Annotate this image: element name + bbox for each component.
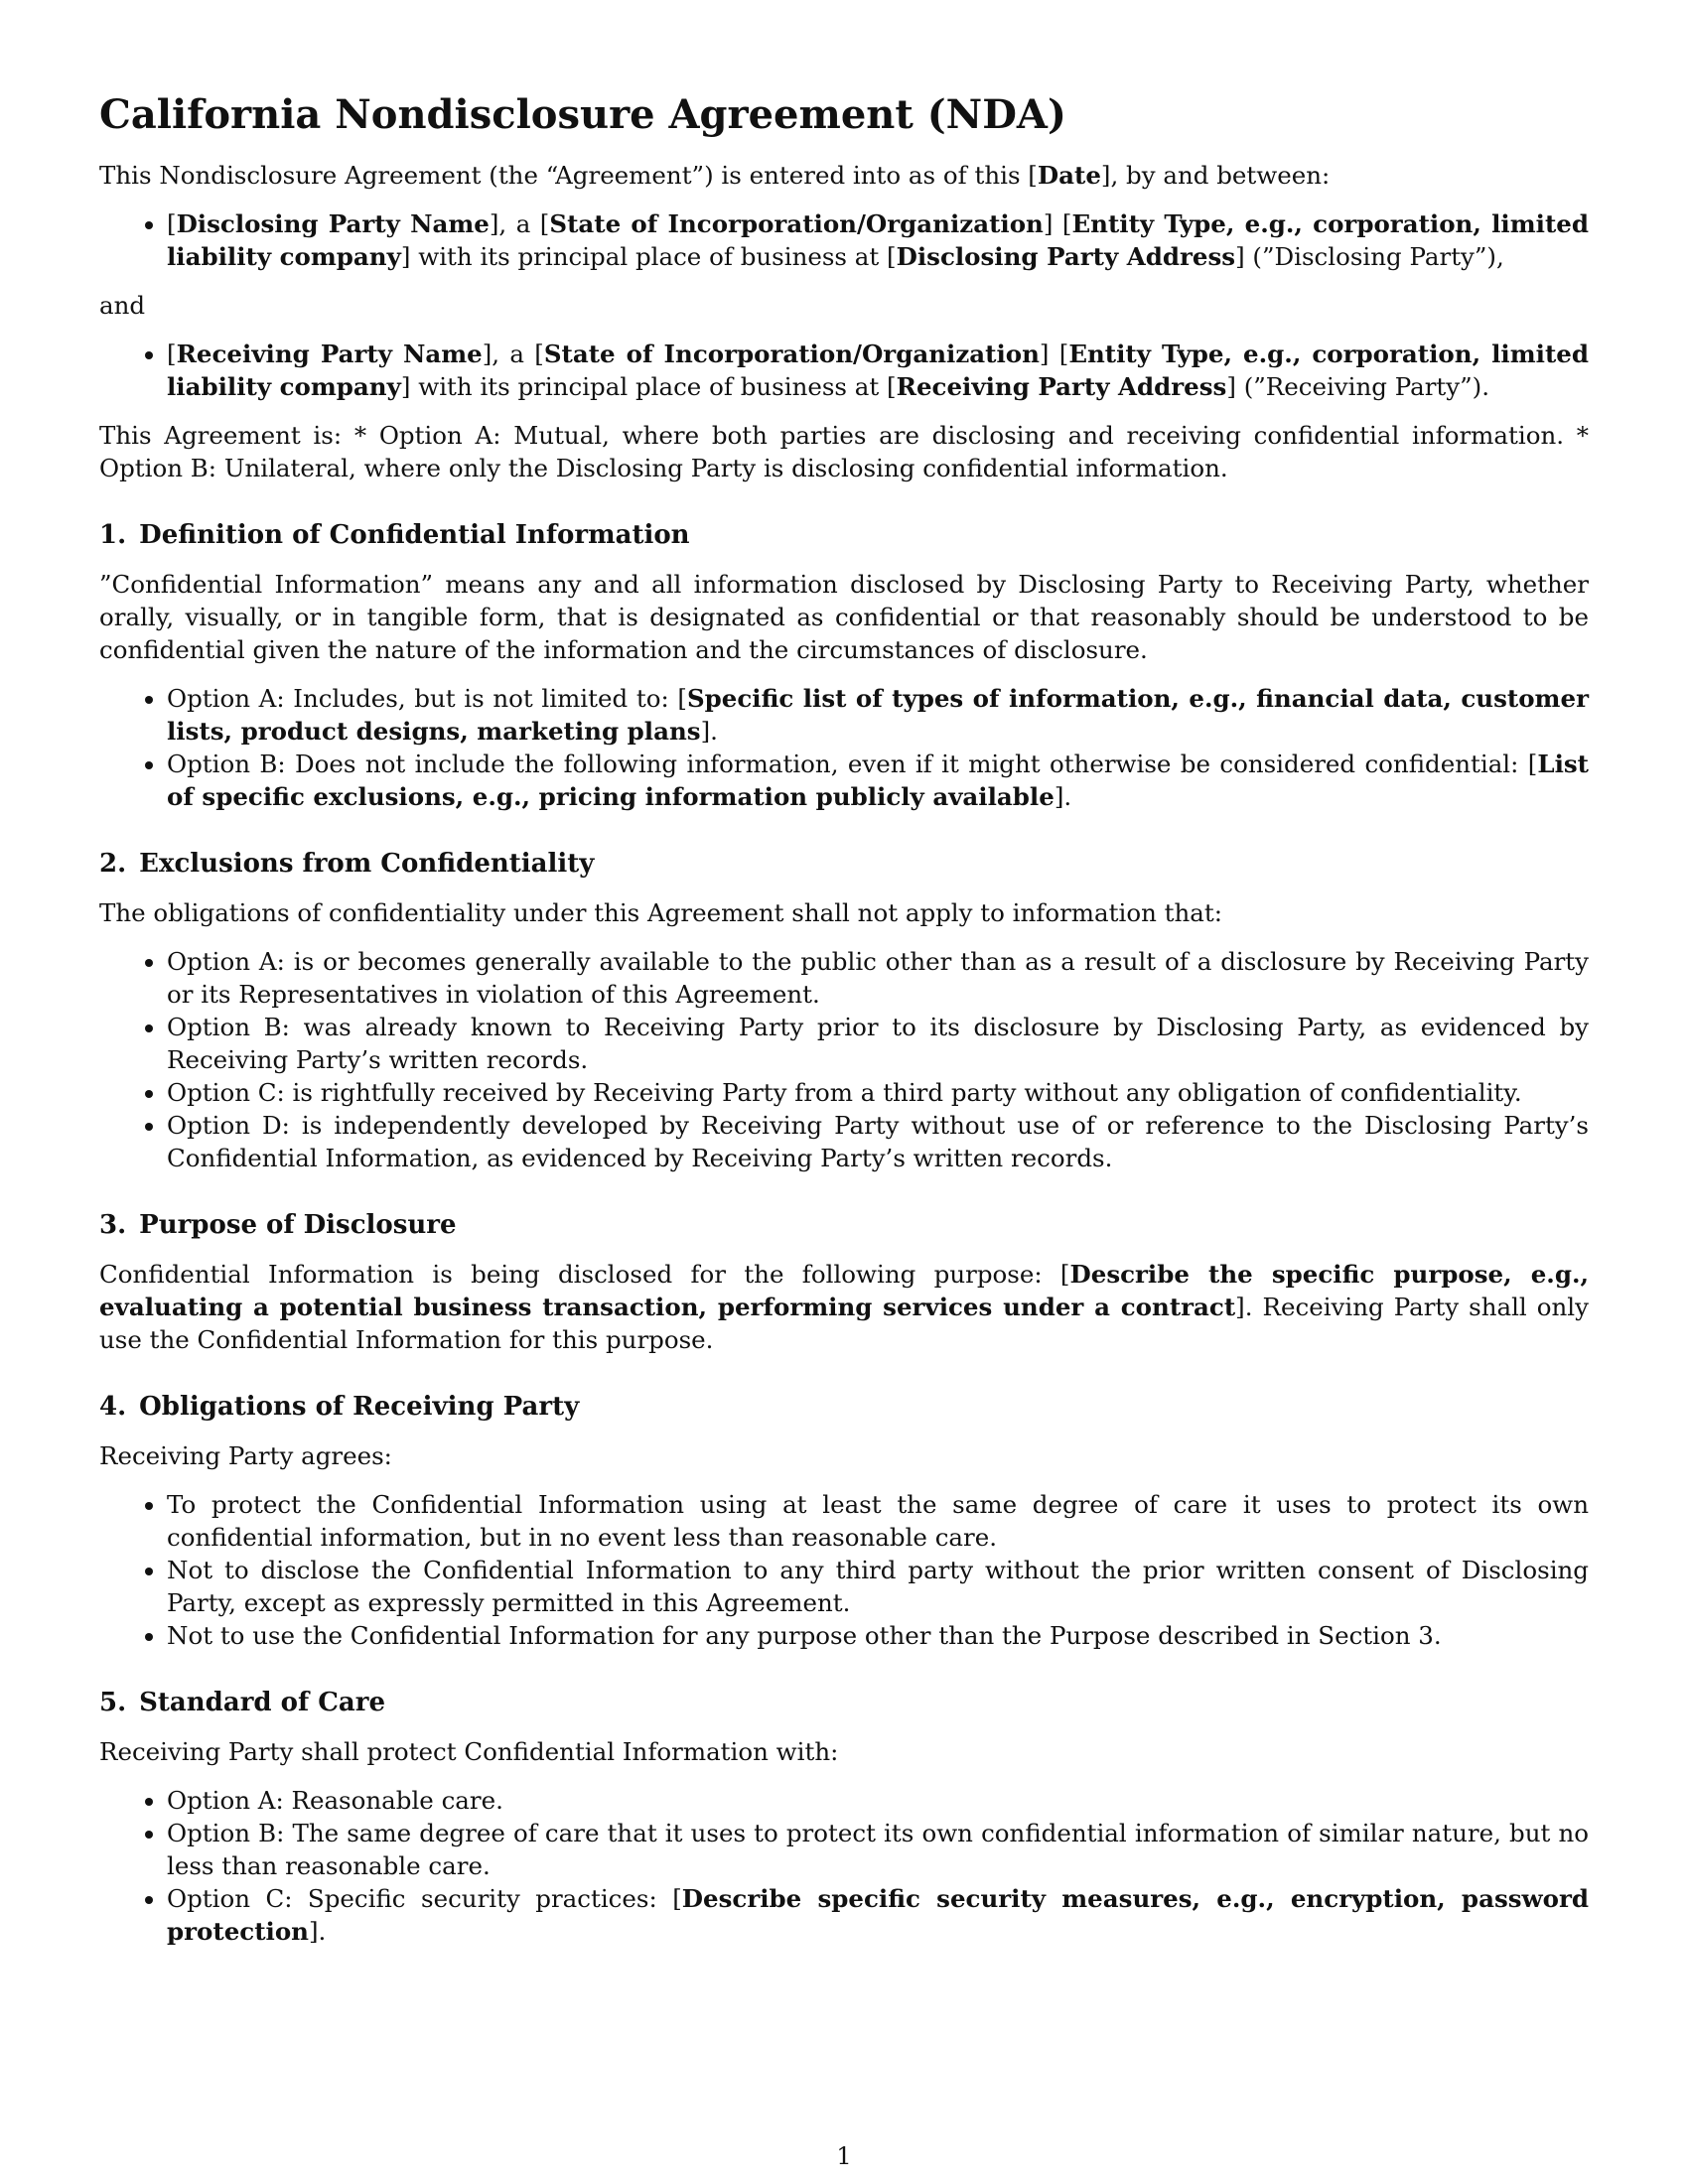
receiving-party-name: Receiving Party Name	[176, 340, 483, 368]
option-text: ].	[700, 717, 718, 746]
intro-suffix: ], by and between:	[1100, 161, 1331, 190]
document-page	[99, 91, 1589, 1964]
section-2-items	[99, 945, 1589, 1174]
section-1-option-a	[167, 682, 1589, 748]
receiving-party-item	[167, 338, 1589, 403]
connector-text: ] with its principal place of business at [	[400, 242, 897, 271]
connector-text: ] with its principal place of business at [	[400, 372, 897, 401]
section-1-body: ”Confidential Information” means any and all information disclosed by Disclosing Party to Receiving Party, whether orally, visually, or in tangible form, that is designated as confidential or that reasonably should be understood to be confidential given the nature of the information and the circumstances of disclosure.	[99, 570, 1589, 664]
agreement-type-paragraph: This Agreement is: * Option A: Mutual, where both parties are disclosing and receiving confidential information. * Option B: Unilateral, where only the Disclosing Party is disclosing confidential information.	[99, 421, 1589, 482]
list-item: • Option A: is or becomes generally available to the public other than as a result of a disclosure by Receiving Party or its Representatives in violation of this Agreement.	[167, 945, 1589, 1011]
bracket-open: [	[167, 209, 177, 238]
section-5-option-c	[167, 1882, 1589, 1948]
purpose-text: ]. Receiving Party shall only use the Confidential Information for this purpose.	[99, 1293, 1589, 1354]
disclosing-party-name: Disclosing Party Name	[176, 209, 490, 238]
section-1-option-b	[167, 748, 1589, 813]
section-5-items	[99, 1784, 1589, 1948]
connector-text: ] (”Receiving Party”).	[1226, 372, 1489, 401]
section-4-items	[99, 1488, 1589, 1652]
connector-text: ], a [	[482, 340, 544, 368]
list-item: • To protect the Confidential Information using at least the same degree of care it uses to protect its own confidential information, but in no event less than reasonable care.	[167, 1488, 1589, 1554]
disclosing-party-item	[167, 207, 1589, 273]
purpose-placeholder: Describe the specific purpose, e.g., evaluating a potential business transaction, performing services under a contract	[99, 1260, 1590, 1321]
list-item: • Not to disclose the Confidential Information to any third party without the prior written consent of Disclosing Party, except as expressly permitted in this Agreement.	[167, 1554, 1589, 1619]
list-item: • Option B: The same degree of care that it uses to protect its own confidential information of similar nature, but no less than reasonable care.	[167, 1817, 1589, 1882]
receiving-party-list	[99, 338, 1589, 403]
option-placeholder: List of specific exclusions, e.g., pricing information publicly available	[167, 750, 1589, 811]
connector-text: ], a [	[489, 209, 550, 238]
bracket-open: [	[167, 340, 177, 368]
intro-paragraph	[99, 159, 1589, 192]
section-1-heading: 1. Definition of Confidential Information	[99, 520, 690, 550]
section-4-heading: 4. Obligations of Receiving Party	[99, 1392, 580, 1422]
option-text: Option A: Includes, but is not limited to: [	[167, 684, 687, 713]
list-item: • Option A: Reasonable care.	[167, 1784, 1589, 1817]
connector-text: ] [	[1043, 209, 1072, 238]
option-text: Option C: Specific security practices: [	[167, 1884, 682, 1913]
option-text: ].	[308, 1917, 327, 1946]
connector-text: ] (”Disclosing Party”),	[1235, 242, 1504, 271]
page-number: 1	[836, 2142, 852, 2170]
section-1-options	[99, 682, 1589, 813]
section-2-intro: The obligations of confidentiality under this Agreement shall not apply to information that:	[99, 898, 1222, 927]
receiving-party-entity: Entity Type, e.g., corporation, limited liability company	[167, 340, 1590, 401]
option-placeholder: Describe specific security measures, e.g., encryption, password protection	[167, 1884, 1589, 1946]
option-text: ].	[1054, 782, 1072, 811]
disclosing-party-address: Disclosing Party Address	[896, 242, 1236, 271]
connector-text: ] [	[1039, 340, 1069, 368]
section-3-body	[99, 1258, 1589, 1356]
disclosing-party-list	[99, 207, 1589, 273]
disclosing-party-state: State of Incorporation/Organization	[549, 209, 1044, 238]
disclosing-party-entity: Entity Type, e.g., corporation, limited liability company	[167, 209, 1590, 271]
list-item: • Not to use the Confidential Information for any purpose other than the Purpose described in Section 3.	[167, 1619, 1589, 1652]
and-text: and	[99, 291, 146, 320]
intro-prefix: This Nondisclosure Agreement (the “Agreement”) is entered into as of this [	[99, 161, 1038, 190]
section-4-intro: Receiving Party agrees:	[99, 1441, 392, 1470]
receiving-party-state: State of Incorporation/Organization	[543, 340, 1040, 368]
list-item: • Option B: was already known to Receiving Party prior to its disclosure by Disclosing Party, as evidenced by Receiving Party’s written records.	[167, 1011, 1589, 1076]
option-placeholder: Specific list of types of information, e.g., financial data, customer lists, product designs, marketing plans	[167, 684, 1589, 746]
section-5-intro: Receiving Party shall protect Confidential Information with:	[99, 1737, 839, 1766]
document-title: California Nondisclosure Agreement (NDA)	[99, 91, 1066, 138]
list-item: • Option C: is rightfully received by Receiving Party from a third party without any obligation of confidentiality.	[167, 1076, 1589, 1109]
list-item: • Option D: is independently developed by Receiving Party without use of or reference to the Disclosing Party’s Confidential Information, as evidenced by Receiving Party’s written records.	[167, 1109, 1589, 1174]
date-placeholder: Date	[1037, 161, 1101, 190]
section-3-heading: 3. Purpose of Disclosure	[99, 1210, 457, 1240]
option-text: Option B: Does not include the following information, even if it might otherwise be considered confidential: [	[167, 750, 1538, 778]
purpose-text: Confidential Information is being disclosed for the following purpose: [	[99, 1260, 1070, 1289]
section-5-heading: 5. Standard of Care	[99, 1688, 385, 1717]
receiving-party-address: Receiving Party Address	[896, 372, 1227, 401]
section-2-heading: 2. Exclusions from Confidentiality	[99, 849, 595, 879]
